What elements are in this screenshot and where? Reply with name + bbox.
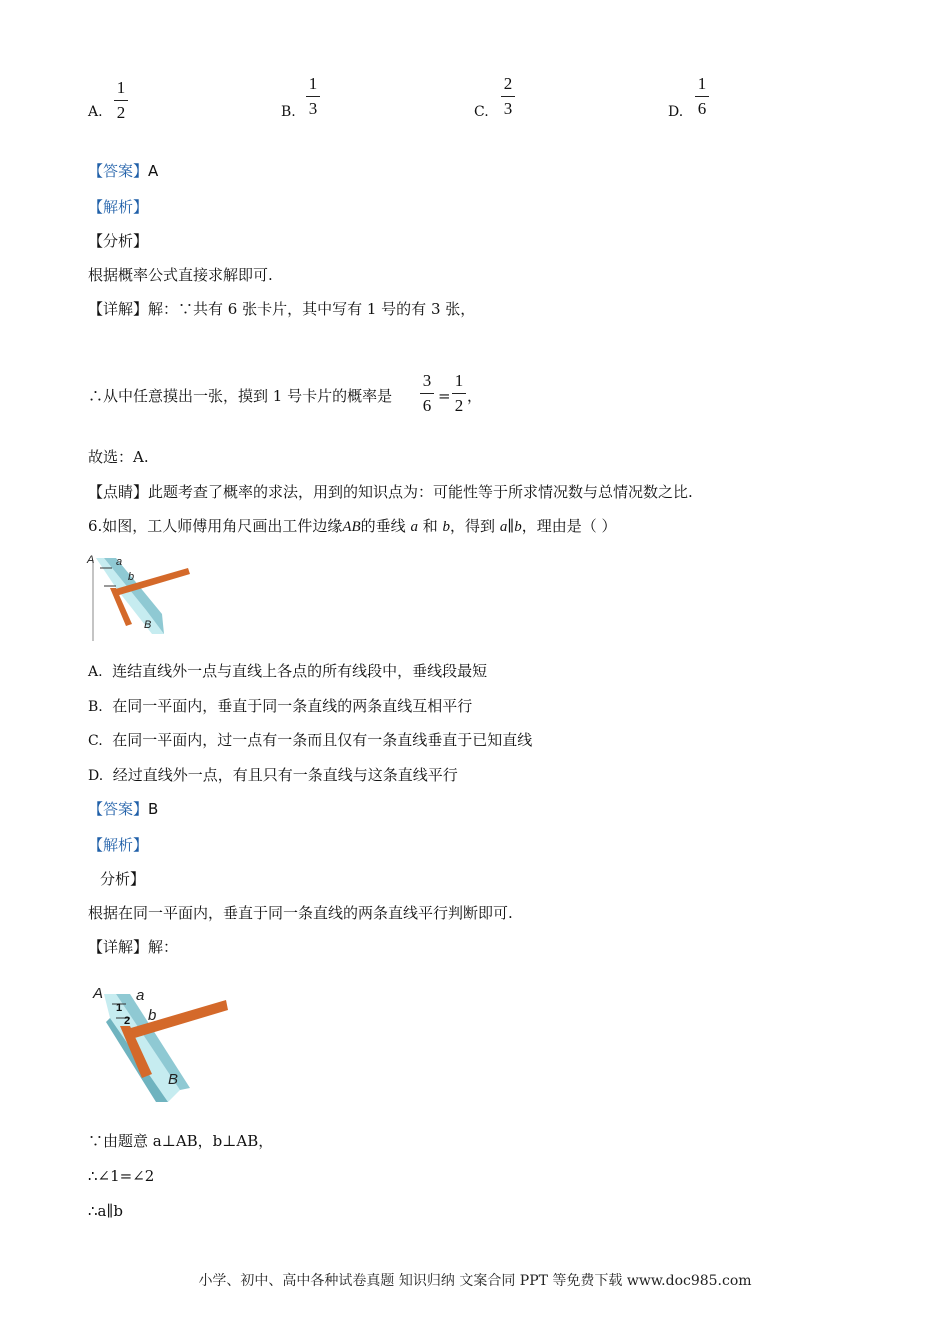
stem-parallel: a∥b [499, 519, 522, 535]
stem-get: ，得到 [450, 517, 496, 535]
option-label: A. [88, 664, 103, 680]
stem-suffix: ，理由是（ ） [521, 517, 617, 535]
option-text: 经过直线外一点，有且只有一条直线与这条直线平行 [112, 766, 458, 784]
dianjing-tag: 【点睛】 [88, 483, 149, 501]
q5-therefore-text: ∴从中任意摸出一张，摸到 1 号卡片的概率是 [88, 387, 393, 405]
option-label: B. [88, 699, 103, 715]
q5-eq-fraction-1 [420, 372, 434, 415]
q5-option-d-fraction [695, 75, 709, 118]
detail-text: 解： [148, 938, 179, 956]
option-text: 连结直线外一点与直线上各点的所有线段中，垂线段最短 [112, 662, 488, 680]
q5-fenxi-text: 根据概率公式直接求解即可. [88, 266, 273, 284]
detail-tag: 【详解】 [88, 938, 149, 956]
answer-value: B [148, 800, 159, 818]
denominator: 2 [454, 396, 464, 415]
numerator: 1 [308, 74, 318, 93]
stem-ab: AB [342, 519, 361, 535]
q6-proof-line-3: ∴a∥b [88, 1202, 124, 1220]
label-A: A [87, 554, 95, 566]
numerator: 1 [116, 78, 126, 97]
label-A: A [93, 985, 104, 1002]
q6-option-a [88, 661, 487, 682]
answer-tag: 【答案】 [88, 800, 149, 818]
numerator: 1 [454, 371, 464, 390]
q5-analysis-tag: 【解析】 [88, 198, 149, 216]
q5-eq-end: ， [467, 387, 483, 405]
label-a: a [136, 987, 145, 1004]
page-footer: 小学、初中、高中各种试卷真题 知识归纳 文案合同 PPT 等免费下载 www.doc985.com [198, 1273, 752, 1289]
stem-and: 和 [422, 517, 438, 535]
q5-choose-text: 故选：A. [88, 448, 149, 466]
q5-option-a-label: A. [88, 104, 103, 120]
dianjing-text: 此题考查了概率的求法，用到的知识点为：可能性等于所求情况数与总情况数之比. [148, 483, 693, 501]
q5-option-c-label: C. [474, 104, 489, 120]
stem-mid: 的垂线 [360, 517, 406, 535]
q5-option-a-fraction [114, 79, 128, 122]
option-label: D. [88, 768, 104, 784]
q6-option-c [88, 730, 532, 751]
q6-answer-line [88, 799, 158, 819]
q6-proof-line-2: ∴∠1=∠2 [88, 1167, 155, 1185]
label-a: a [116, 556, 123, 568]
denominator: 6 [422, 396, 432, 415]
numerator: 2 [503, 74, 513, 93]
label-b: b [148, 1007, 157, 1024]
denominator: 2 [116, 103, 126, 122]
label-B: B [144, 619, 152, 631]
q6-option-d [88, 765, 458, 786]
q6-option-b [88, 696, 472, 717]
q6-figure-2 [90, 978, 235, 1106]
q5-option-c-fraction [501, 75, 515, 118]
q5-eq-sign: = [438, 387, 451, 405]
answer-value: A [148, 162, 159, 180]
detail-tag: 【详解】 [88, 300, 149, 318]
q6-analysis-tag: 【解析】 [88, 836, 149, 854]
label-angle-1: 1 [116, 1002, 123, 1014]
q5-option-d-label: D. [668, 104, 684, 120]
q5-eq-fraction-2 [452, 372, 466, 415]
q5-option-b-fraction [306, 75, 320, 118]
stem-b: b [442, 519, 451, 535]
label-b: b [128, 571, 135, 583]
stem-prefix: 6.如图，工人师傅用角尺画出工件边缘 [88, 517, 343, 535]
option-label: C. [88, 733, 103, 749]
numerator: 3 [422, 371, 432, 390]
q5-detail-line [88, 299, 475, 319]
q5-fenxi-tag: 【分析】 [88, 232, 149, 250]
denominator: 3 [308, 99, 318, 118]
q6-fenxi-tag: 分析】 [100, 870, 146, 888]
denominator: 3 [503, 99, 513, 118]
detail-text: 解：∵共有 6 张卡片，其中写有 1 号的有 3 张， [148, 300, 476, 318]
q5-answer-line [88, 161, 158, 181]
numerator: 1 [697, 74, 707, 93]
q6-fenxi-text: 根据在同一平面内，垂直于同一条直线的两条直线平行判断即可. [88, 904, 513, 922]
label-B: B [168, 1071, 179, 1088]
q6-stem [88, 516, 617, 537]
answer-tag: 【答案】 [88, 162, 149, 180]
label-angle-2: 2 [124, 1015, 131, 1027]
option-text: 在同一平面内，垂直于同一条直线的两条直线互相平行 [112, 697, 473, 715]
stem-a: a [410, 519, 418, 535]
q6-proof-line-1: ∵由题意 a⊥AB，b⊥AB， [88, 1132, 274, 1150]
option-text: 在同一平面内，过一点有一条而且仅有一条直线垂直于已知直线 [112, 731, 533, 749]
q6-figure-1 [86, 550, 196, 642]
q5-dianjing-line [88, 482, 693, 502]
denominator: 6 [697, 99, 707, 118]
q5-option-b-label: B. [281, 104, 296, 120]
q6-detail-line [88, 937, 178, 957]
